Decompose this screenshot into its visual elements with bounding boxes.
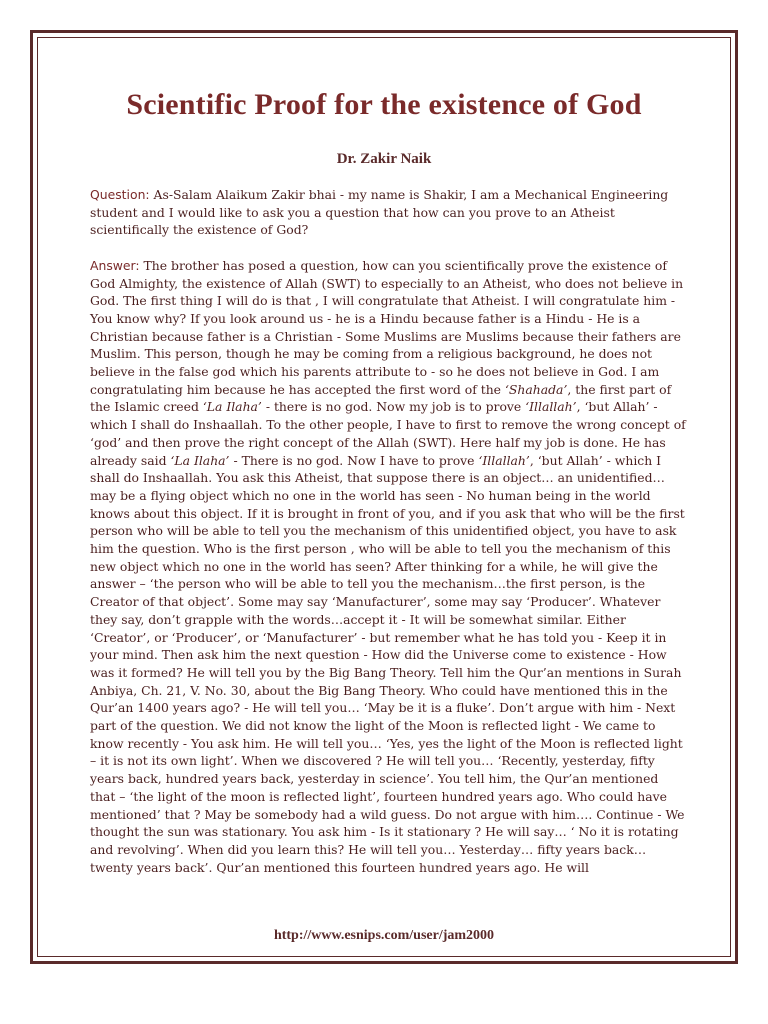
answer-segment-italic: ‘Illallah’ xyxy=(478,452,530,468)
answer-segment: , the first part of the Islamic creed xyxy=(90,381,672,415)
answer-text xyxy=(90,258,686,875)
answer-segment: , ‘but Allah’ - which I shall do Inshaallah. You ask this Atheist, that suppose there is an object… an unidentified… may be a flying object which no one in the world has seen - No human being in the world knows about this object. If it is brought in front of you, and if you ask that who will be the first person who will be able to tell you the mechanism of this unidentified object, you have to ask him the question. Who is the first person , who will be able to tell you the mechanism of this new object which no one in the world has seen? After thinking for a while, he will give the answer – ‘the person who will be able to tell you the mechanism…the first person, is the Creator of that object’. Some may say ‘Manufacturer’, some may say ‘Producer’. Whatever they say, don’t grapple with the words…accept it - It will be somewhat similar. Either ‘Creator’, or ‘Producer’, or ‘Manufacturer’ - but remember what he has told you - Keep it in your mind. Then ask him the next question - How did the Universe come to existence - How was it formed? He will tell you by the Big Bang Theory. Tell him the Qur’an mentions in Surah Anbiya, Ch. 21, V. No. 30, about the Big Bang Theory. Who could have mentioned this in the Qur’an 1400 years ago? - He will tell you… ‘May be it is a fluke’. Don’t argue with him - Next part of the question. We did not know the light of the Moon is reflected light - We came to know recently - You ask him. He will tell you… ‘Yes, yes the light of the Moon is reflected light – it is not its own light’. When we discovered ? He will tell you… ‘Recently, yesterday, fifty years back, hundred years back, yesterday in science’. You tell him, the Qur’an mentioned that – ‘the light of the moon is reflected light’, fourteen hundred years ago. Who could have mentioned’ that ? May be somebody had a wild guess. Do not argue with him…. Continue - We thought the sun was stationary. You ask him - Is it stationary ? He will say… ‘ No it is rotating and revolving’. When did you learn this? He will tell you… Yesterday… fifty years back… twenty years back’. Qur’an mentioned this fourteen hundred years ago. He will xyxy=(90,452,685,875)
answer-segment: The brother has posed a question, how can you scientifically prove the existence of God Almighty, the existence of Allah (SWT) to especially to an Atheist, who does not believe in God. The first thing I will do is that , I will congratulate that Atheist. I will congratulate him - You know why? If you look around us - he is a Hindu because father is a Hindu - He is a Christian because father is a Christian - Some Muslims are Muslims because their fathers are Muslim. This person, though he may be coming from a religious background, he does not believe in the false god which his parents attribute to - so he does not believe in God. I am congratulating him because he has accepted the first word of the xyxy=(90,257,684,397)
answer-label: Answer: xyxy=(90,257,140,273)
document-body xyxy=(90,186,686,876)
question-paragraph xyxy=(90,186,686,239)
author-name: Dr. Zakir Naik xyxy=(336,151,432,167)
footer-url: http://www.esnips.com/user/jam2000 xyxy=(273,928,495,943)
question-label: Question: xyxy=(90,187,150,202)
document-title: Scientific Proof for the existence of God xyxy=(126,88,642,121)
answer-segment: - There is no god. Now I have to prove xyxy=(229,452,479,468)
answer-segment-italic: ‘La Ilaha’ xyxy=(170,452,230,468)
answer-paragraph xyxy=(90,257,686,877)
answer-segment-italic: ‘Illallah’ xyxy=(525,399,577,415)
question-text: As-Salam Alaikum Zakir bhai - my name is Shakir, I am a Mechanical Engineering student and I would like to ask you a question that how can you prove to an Atheist scientifically the existence of God? xyxy=(90,187,669,238)
answer-segment-italic: ‘Shahada’ xyxy=(504,381,568,397)
answer-segment: , ‘but Allah’ - which I shall do Inshaallah. To the other people, I have to first to remove the wrong concept of ‘god’ and then prove the right concept of the Allah (SWT). Here half my job is done. He has already said xyxy=(90,399,686,468)
answer-segment-italic: ‘La Ilaha’ xyxy=(202,399,262,415)
answer-segment: - there is no god. Now my job is to prove xyxy=(261,399,526,415)
